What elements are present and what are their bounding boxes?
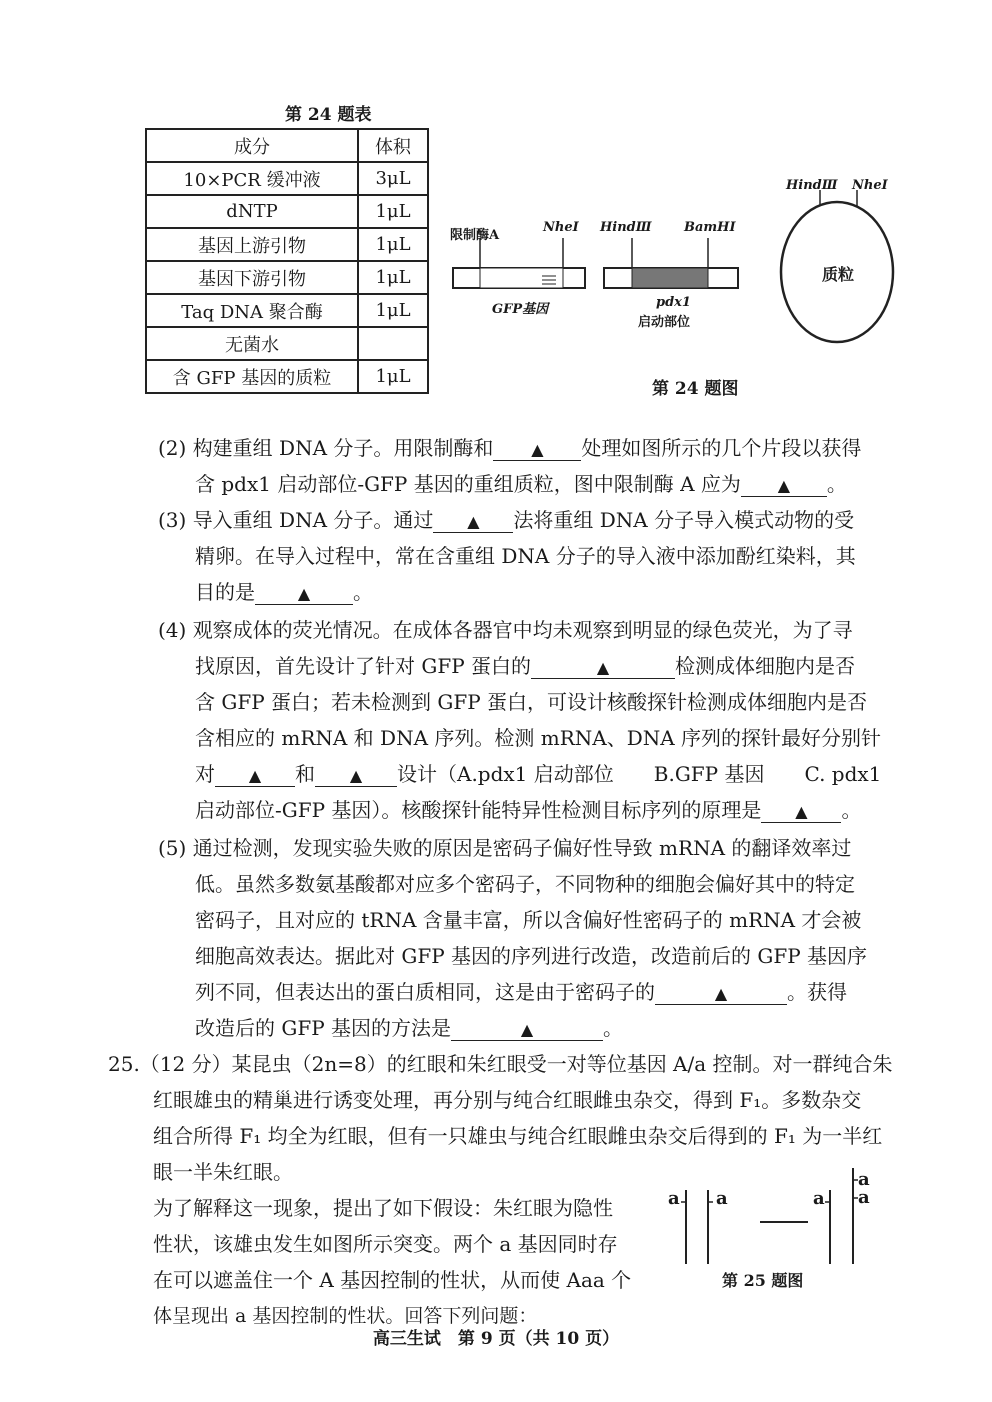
plasmid-label: 质粒: [822, 265, 855, 284]
nhe1-label: NheⅠ: [543, 220, 579, 235]
gfp-gene-label: GFP基因: [492, 302, 549, 317]
gene-label: a: [668, 1188, 680, 1209]
table-row: [146, 261, 428, 294]
table-cell: 无菌水: [146, 327, 358, 360]
table-header-row: [146, 129, 428, 162]
answer-blank: ▲: [255, 580, 353, 605]
q4-line-1: (4) 观察成体的荧光情况。在成体各器官中均未观察到明显的绿色荧光，为了寻: [158, 618, 853, 642]
q25-line-1: 25.（12 分）某昆虫（2n=8）的红眼和朱红眼受一对等位基因 A/a 控制。对一群纯合朱: [108, 1052, 893, 1076]
table-cell: Taq DNA 聚合酶: [146, 294, 358, 327]
gfp-gene-segment: [480, 268, 563, 288]
q5-line-2: 低。虽然多数氨基酸都对应多个密码子，不同物种的细胞会偏好其中的特定: [195, 872, 855, 896]
table-cell: 含 GFP 基因的质粒: [146, 360, 358, 393]
table-row: [146, 294, 428, 327]
answer-blank: ▲: [655, 980, 787, 1005]
fig25-caption: 第 25 题图: [722, 1271, 804, 1290]
bamh1-label: BamHⅠ: [684, 220, 736, 235]
gene-label: a: [716, 1188, 728, 1209]
answer-blank: ▲: [315, 762, 397, 787]
table-cell: 1μL: [358, 261, 428, 294]
answer-blank: ▲: [531, 654, 675, 679]
table-header: 体积: [358, 129, 428, 162]
table-row: [146, 228, 428, 261]
q3-line-2: 精卵。在导入过程中，常在含重组 DNA 分子的导入液中添加酚红染料，其: [195, 544, 856, 568]
enzyme-a-label: 限制酶A: [450, 228, 500, 243]
table-row: [146, 360, 428, 393]
q4-line-5: 对 ▲ 和 ▲ 设计（A.pdx1 启动部位 B.GFP 基因 C. pdx1: [195, 762, 882, 786]
q25-line-3: 组合所得 F₁ 均全为红眼，但有一只雄虫与纯合红眼雌虫杂交后得到的 F₁ 为一半红: [153, 1124, 883, 1148]
table-cell: 基因下游引物: [146, 261, 358, 294]
q5-line-4: 细胞高效表达。据此对 GFP 基因的序列进行改造，改造前后的 GFP 基因序: [195, 944, 868, 968]
q5-line-3: 密码子，且对应的 tRNA 含量丰富，所以含偏好性密码子的 mRNA 才会被: [195, 908, 862, 932]
table-row: [146, 327, 428, 360]
answer-blank: ▲: [741, 472, 827, 497]
answer-blank: ▲: [761, 798, 841, 823]
page-footer: 高三生试 第 9 页（共 10 页）: [372, 1329, 620, 1349]
table-cell: dNTP: [146, 195, 358, 228]
gene-label: a: [858, 1169, 870, 1190]
gfp-fragment-diagram: [450, 236, 590, 298]
q4-line-4: 含相应的 mRNA 和 DNA 序列。检测 mRNA、DNA 序列的探针最好分别针: [195, 726, 882, 750]
pdx1-promoter-segment: [632, 268, 708, 288]
q25-line-6: 性状，该雄虫发生如图所示突变。两个 a 基因同时存: [153, 1232, 618, 1256]
plasmid-nhe1-label: NheⅠ: [852, 178, 888, 193]
chromosome-diagram: [668, 1168, 880, 1268]
q25-line-4: 眼一半朱红眼。: [153, 1160, 293, 1184]
q4-line-2: 找原因，首先设计了针对 GFP 蛋白的 ▲ 检测成体细胞内是否: [195, 654, 856, 678]
pdx1-label: pdx1: [656, 295, 691, 310]
promoter-label: 启动部位: [638, 315, 691, 330]
q25-line-2: 红眼雄虫的精巢进行诱变处理，再分别与纯合红眼雌虫杂交，得到 F₁。多数杂交: [153, 1088, 862, 1112]
table-header: 成分: [146, 129, 358, 162]
q25-line-5: 为了解释这一现象，提出了如下假设：朱红眼为隐性: [153, 1196, 613, 1220]
table-cell: [358, 327, 428, 360]
answer-blank: ▲: [451, 1016, 603, 1041]
hind3-label: HindⅢ: [600, 220, 652, 235]
q5-line-6: 改造后的 GFP 基因的方法是 ▲ 。: [195, 1016, 624, 1040]
q25-line-8: 体呈现出 a 基因控制的性状。回答下列问题：: [153, 1305, 538, 1327]
gene-label: a: [813, 1188, 825, 1209]
table-cell: 3μL: [358, 162, 428, 195]
q3-line-1: (3) 导入重组 DNA 分子。通过 ▲ 法将重组 DNA 分子导入模式动物的受: [158, 508, 855, 532]
pdx1-fragment-diagram: [600, 236, 744, 298]
q4-line-6: 启动部位-GFP 基因）。核酸探针能特异性检测目标序列的原理是 ▲ 。: [195, 798, 862, 822]
table-cell: 1μL: [358, 294, 428, 327]
table-cell: 1μL: [358, 195, 428, 228]
component-table: [145, 128, 429, 394]
table-cell: 基因上游引物: [146, 228, 358, 261]
table-row: [146, 195, 428, 228]
table-cell: 1μL: [358, 360, 428, 393]
q3-line-3: 目的是 ▲ 。: [195, 580, 373, 604]
q25-line-7: 在可以遮盖住一个 A 基因控制的性状，从而使 Aaa 个: [153, 1268, 632, 1292]
table-row: [146, 162, 428, 195]
answer-blank: ▲: [493, 436, 581, 461]
q4-line-3: 含 GFP 蛋白；若未检测到 GFP 蛋白，可设计核酸探针检测成体细胞内是否: [195, 690, 868, 714]
q5-line-1: (5) 通过检测，发现实验失败的原因是密码子偏好性导致 mRNA 的翻译效率过: [158, 836, 852, 860]
q2-line-2: 含 pdx1 启动部位-GFP 基因的重组质粒，图中限制酶 A 应为 ▲ 。: [195, 472, 847, 496]
gene-label: a: [858, 1187, 870, 1208]
plasmid-hind3-label: HindⅢ: [786, 178, 838, 193]
fig24-caption: 第 24 题图: [652, 379, 739, 399]
answer-blank: ▲: [215, 762, 295, 787]
table-cell: 10×PCR 缓冲液: [146, 162, 358, 195]
q2-line-1: (2) 构建重组 DNA 分子。用限制酶和 ▲ 处理如图所示的几个片段以获得: [158, 436, 862, 460]
table-cell: 1μL: [358, 228, 428, 261]
answer-blank: ▲: [433, 508, 513, 533]
q5-line-5: 列不同，但表达出的蛋白质相同，这是由于密码子的 ▲ 。获得: [195, 980, 847, 1004]
table-caption: 第 24 题表: [285, 105, 372, 125]
